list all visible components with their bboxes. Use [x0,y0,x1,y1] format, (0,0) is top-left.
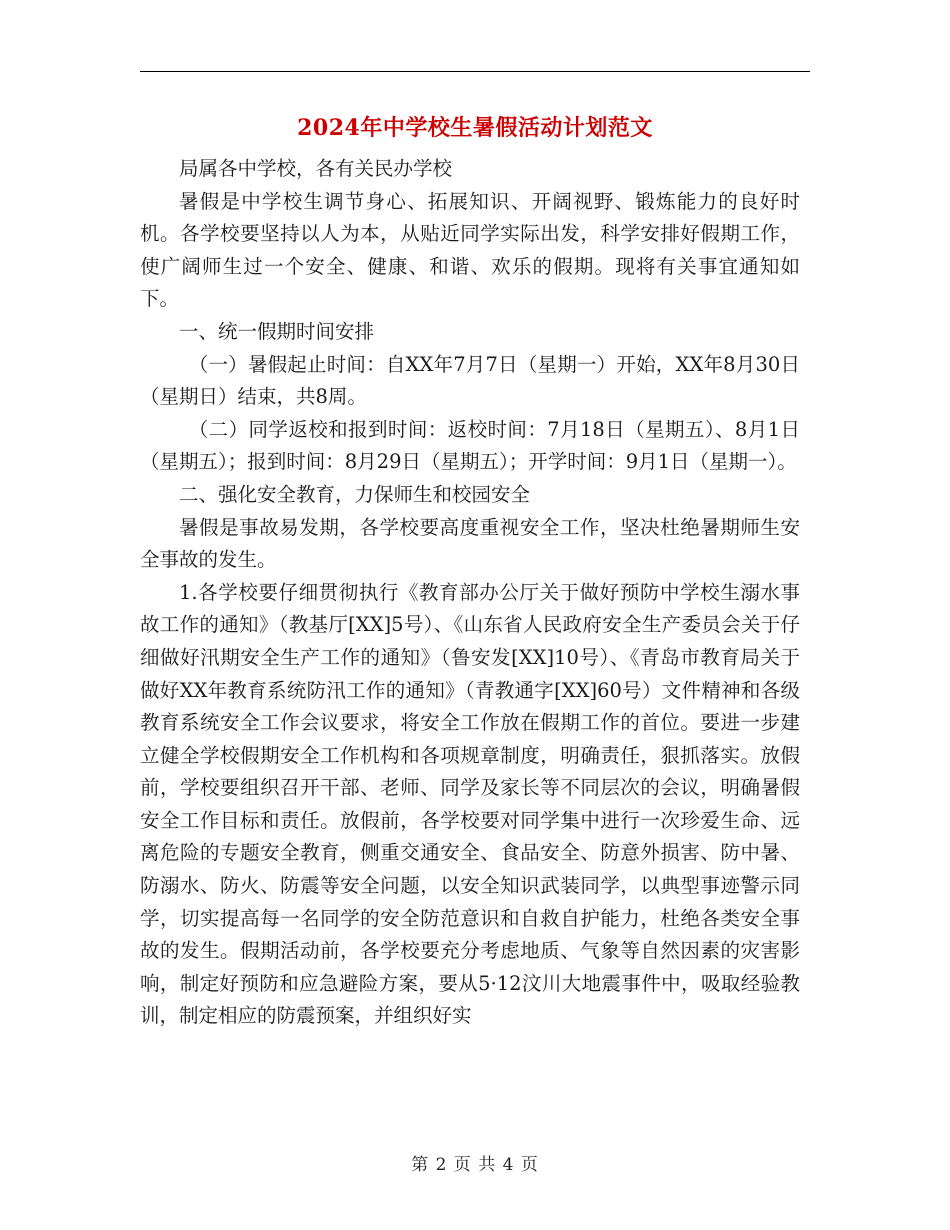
section-heading-2: 二、强化安全教育，力保师生和校园安全 [179,482,531,506]
sub-item-2: （二）同学返校和报到时间：返校时间：7月18日（星期五）、8月1日（星期五）；报到时间：8月29日（星期五）；开学时间：9月1日（星期一）。 [140,417,800,474]
document-title: 2024年中学校生暑假活动计划范文 [297,115,653,141]
addressee-paragraph: 局属各中学校，各有关民办学校 [179,157,453,180]
safety-item-1-paragraph: 1.各学校要仔细贯彻执行《教育部办公厅关于做好预防中学校生溺水事故工作的通知》（教基厅[XX]5号）、《山东省人民政府安全生产委员会关于仔细做好汛期安全生产工作的通知》（鲁安发[XX]10号）、《青岛市教育局关于做好XX年教育系统防汛工作的通知》（青教通字[XX]60号）文件精神和各级教育系统安全工作会议要求，将安全工作放在假期工作的首位。要进一步建立健全学校假期安全工作机构和各项规章制度，明确责任，狠抓落实。放假前，学校要组织召开干部、老师、同学及家长等不同层次的会议，明确暑假安全工作目标和责任。放假前，各学校要对同学集中进行一次珍爱生命、远离危险的专题安全教育，侧重交通安全、食品安全、防意外损害、防中暑、防溺水、防火、防震等安全问题，以安全知识武装同学，以典型事迹警示同学，切实提高每一名同学的安全防范意识和自救自护能力，杜绝各类安全事故的发生。假期活动前，各学校要充分考虑地质、气象等自然因素的灾害影响，制定好预防和应急避险方案，要从5·12汶川大地震事件中，吸取经验教训，制定相应的防震预案，并组织好实 [140,580,800,1028]
document-body [140,153,800,1033]
header-rule [140,71,810,72]
page-number-footer: 第 2 页 共 4 页 [411,1155,539,1175]
section-heading-1: 一、统一假期时间安排 [179,319,375,343]
sub-item-1: （一）暑假起止时间：自XX年7月7日（星期一）开始，XX年8月30日（星期日）结束，共8周。 [140,352,800,409]
intro-paragraph: 暑假是中学校生调节身心、拓展知识、开阔视野、锻炼能力的良好时机。各学校要坚持以人为本，从贴近同学实际出发，科学安排好假期工作，使广阔师生过一个安全、健康、和谐、欢乐的假期。现将有关事宜通知如下。 [140,189,800,311]
safety-intro-paragraph: 暑假是事故易发期，各学校要高度重视安全工作，坚决杜绝暑期师生安全事故的发生。 [140,515,800,572]
